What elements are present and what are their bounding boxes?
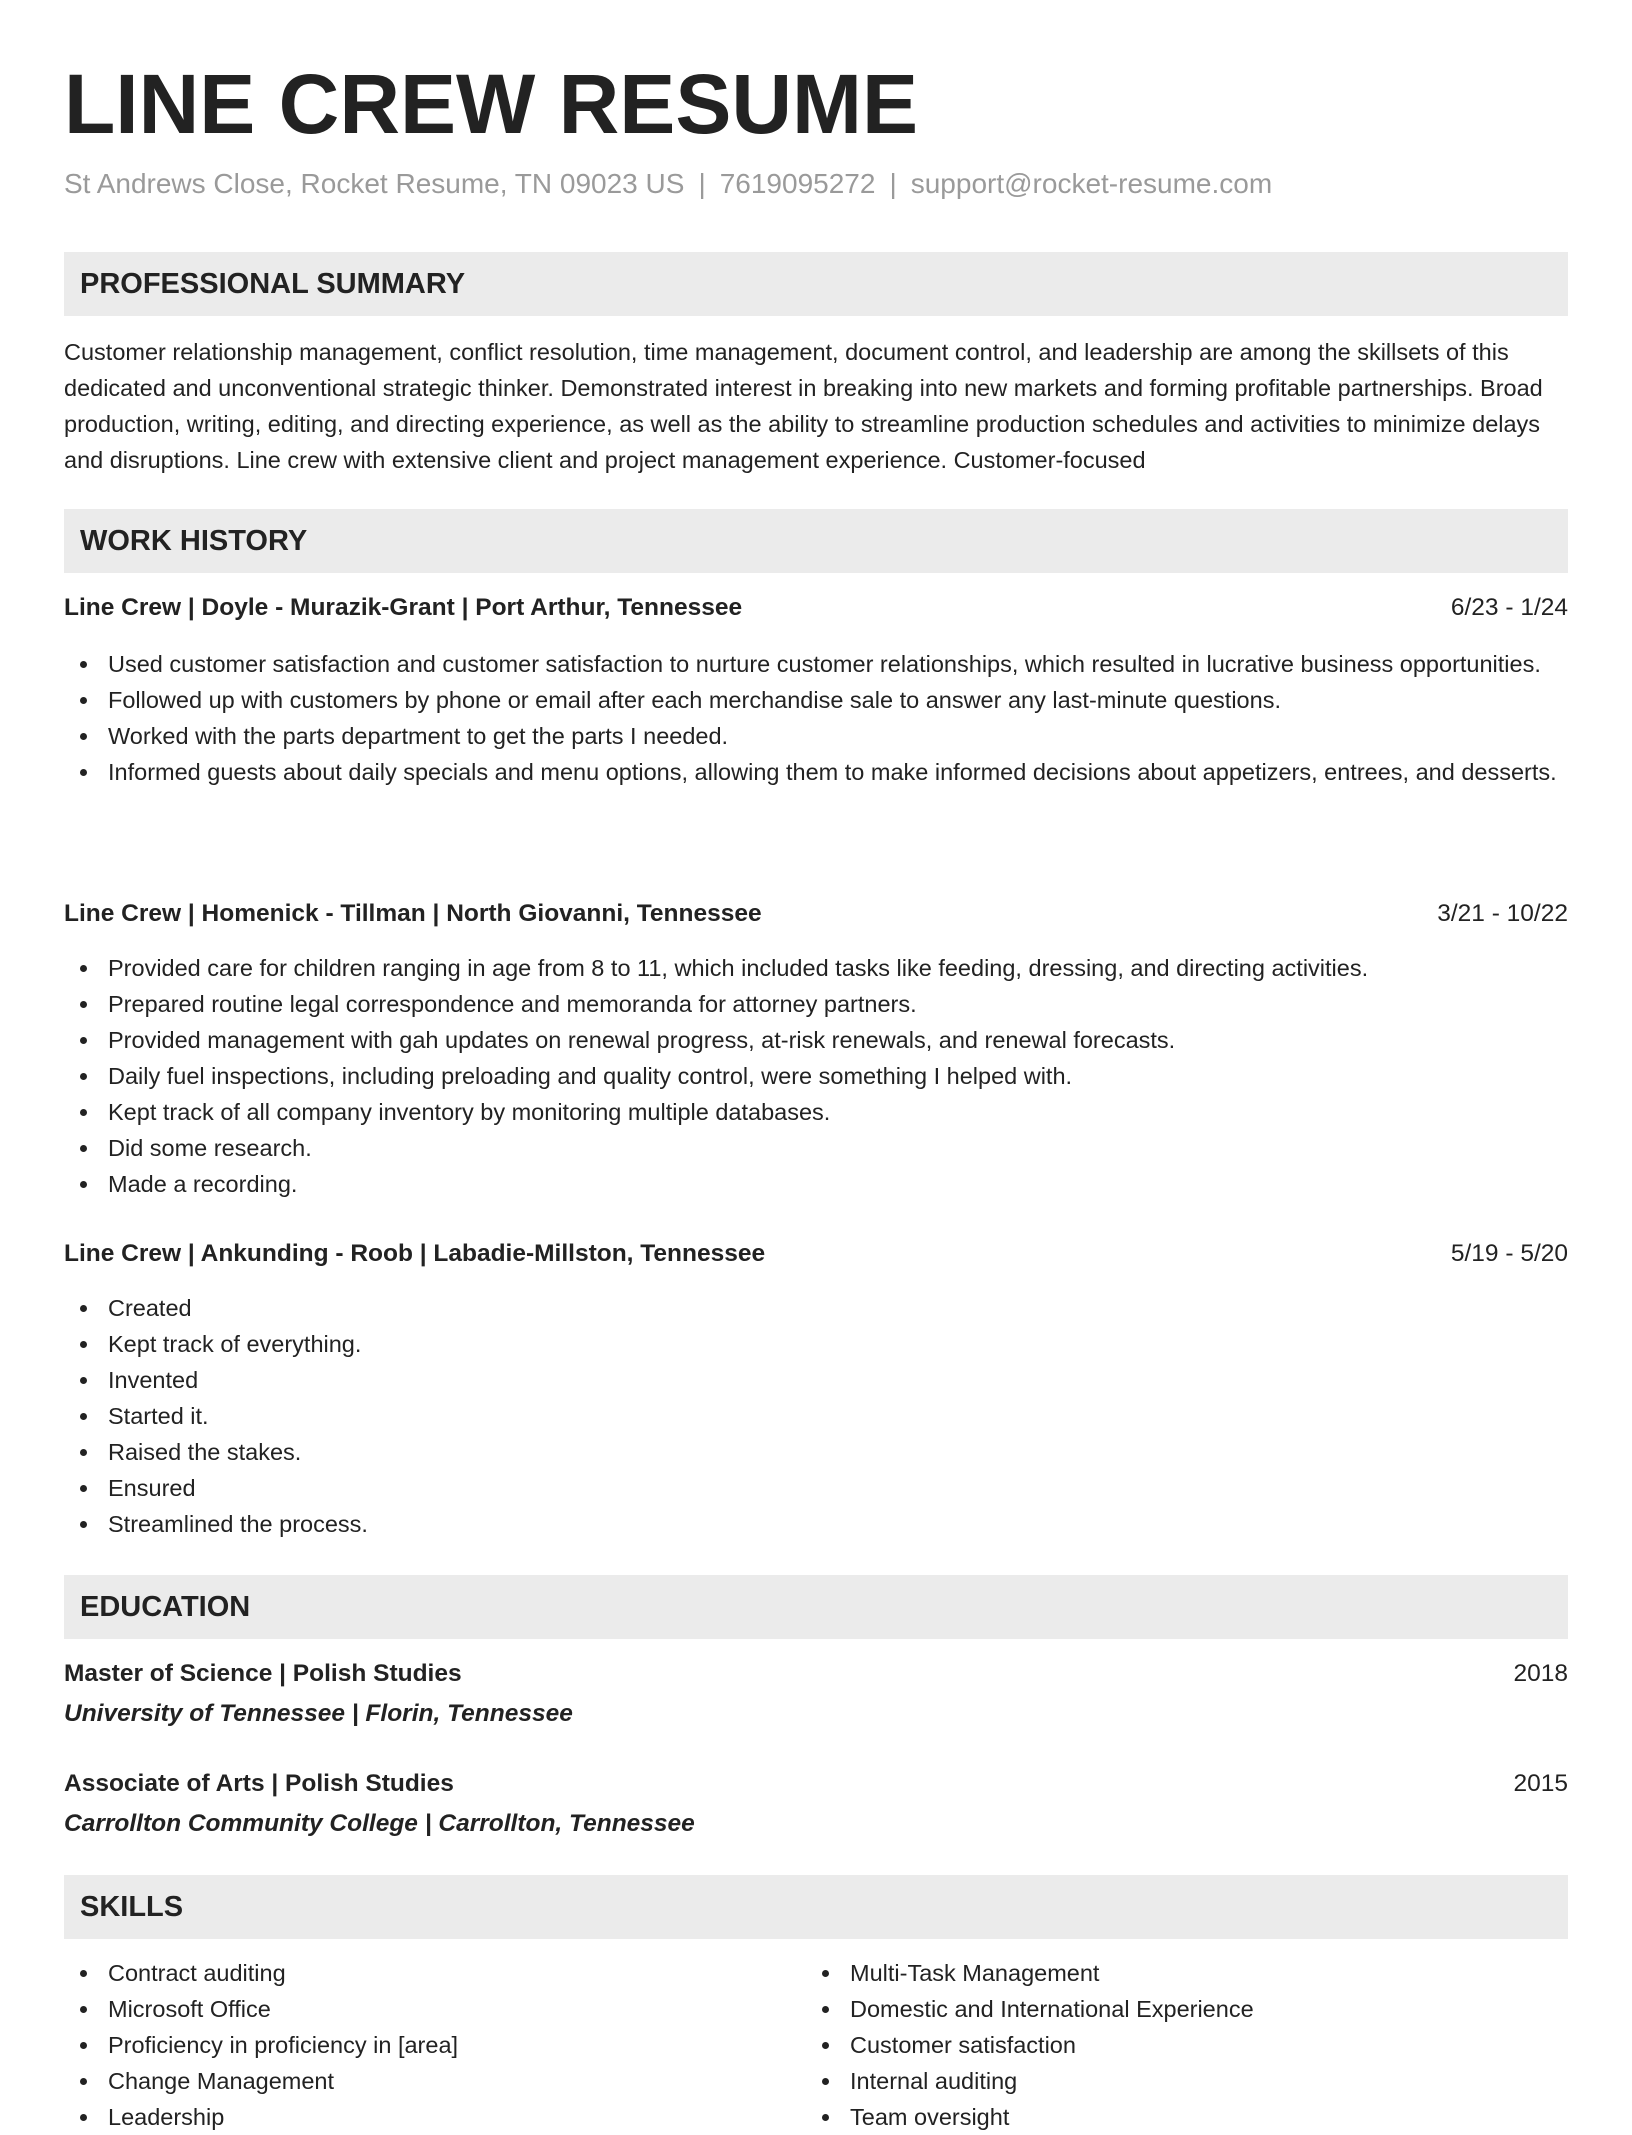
list-item: Started it. <box>64 1398 1568 1434</box>
list-item: Made a recording. <box>64 1166 1568 1202</box>
list-item: Microsoft Office <box>64 1991 764 2027</box>
list-item: Multi-Task Management <box>806 1955 1506 1991</box>
list-item: Invented <box>64 1362 1568 1398</box>
job-bullets <box>64 950 1568 1202</box>
list-item: Kept track of everything. <box>64 1326 1568 1362</box>
contact-separator: | <box>698 168 706 199</box>
education-year: 2018 <box>1513 1660 1568 1687</box>
summary-text: Customer relationship management, conflict resolution, time management, document control, and leadership are among the skillsets of this dedicated and unconventional strategic thinker. Demonstrated interest in breaking into new markets and forming profitable partnerships. Broad production, writing, editing, and directing experience, as well as the ability to streamline production schedules and activities to minimize delays and disruptions. Line crew with extensive client and project management experience. Customer-focused <box>64 339 1543 473</box>
education-section-header <box>64 1575 1568 1639</box>
contact-address: St Andrews Close, Rocket Resume, TN 09023 US <box>64 168 685 199</box>
job-header <box>64 590 1568 626</box>
job-title: Line Crew | Doyle - Murazik-Grant | Port Arthur, Tennessee <box>64 594 743 621</box>
list-item: Provided management with gah updates on renewal progress, at-risk renewals, and renewal forecasts. <box>64 1022 1568 1058</box>
contact-phone: 7619095272 <box>719 168 876 199</box>
job-title: Line Crew | Homenick - Tillman | North Giovanni, Tennessee <box>64 900 762 927</box>
list-item: Internal auditing <box>806 2063 1506 2099</box>
skills-heading: SKILLS <box>80 1891 184 1923</box>
list-item: Change Management <box>64 2063 764 2099</box>
work-section-header <box>64 509 1568 573</box>
list-item: Customer satisfaction <box>806 2027 1506 2063</box>
list-item: Daily fuel inspections, including preloading and quality control, were something I helped with. <box>64 1058 1568 1094</box>
job-header <box>64 1236 1568 1272</box>
list-item: Provided care for children ranging in age from 8 to 11, which included tasks like feeding, dressing, and directing activities. <box>64 950 1568 986</box>
skills-section-header <box>64 1875 1568 1939</box>
skills-list-left <box>64 1955 764 2135</box>
job-header <box>64 896 1568 932</box>
list-item: Worked with the parts department to get the parts I needed. <box>64 718 1568 754</box>
education-degree: Associate of Arts | Polish Studies <box>64 1770 454 1797</box>
education-school: Carrollton Community College | Carrollton, Tennessee <box>64 1810 695 1837</box>
list-item: Kept track of all company inventory by monitoring multiple databases. <box>64 1094 1568 1130</box>
contact-line <box>64 166 1272 202</box>
list-item: Followed up with customers by phone or email after each merchandise sale to answer any last-minute questions. <box>64 682 1568 718</box>
list-item: Ensured <box>64 1470 1568 1506</box>
skills-list-right <box>806 1955 1506 2135</box>
education-heading: EDUCATION <box>80 1591 251 1623</box>
summary-heading: PROFESSIONAL SUMMARY <box>80 268 466 300</box>
list-item: Proficiency in proficiency in [area] <box>64 2027 764 2063</box>
job-bullets <box>64 646 1568 790</box>
education-year: 2015 <box>1513 1770 1568 1797</box>
job-title: Line Crew | Ankunding - Roob | Labadie-Millston, Tennessee <box>64 1240 766 1267</box>
education-header <box>64 1656 1568 1692</box>
list-item: Created <box>64 1290 1568 1326</box>
list-item: Informed guests about daily specials and menu options, allowing them to make informed decisions about appetizers, entrees, and desserts. <box>64 754 1568 790</box>
contact-separator: | <box>889 168 897 199</box>
job-dates: 3/21 - 10/22 <box>1437 900 1568 927</box>
education-header <box>64 1766 1568 1802</box>
summary-section-header <box>64 252 1568 316</box>
list-item: Team oversight <box>806 2099 1506 2135</box>
list-item: Prepared routine legal correspondence and memoranda for attorney partners. <box>64 986 1568 1022</box>
list-item: Did some research. <box>64 1130 1568 1166</box>
work-heading: WORK HISTORY <box>80 525 308 557</box>
job-dates: 5/19 - 5/20 <box>1450 1240 1568 1267</box>
contact-email[interactable]: support@rocket-resume.com <box>910 168 1273 199</box>
list-item: Leadership <box>64 2099 764 2135</box>
list-item: Streamlined the process. <box>64 1506 1568 1542</box>
job-dates: 6/23 - 1/24 <box>1450 594 1568 621</box>
education-degree: Master of Science | Polish Studies <box>64 1660 462 1687</box>
list-item: Domestic and International Experience <box>806 1991 1506 2027</box>
list-item: Contract auditing <box>64 1955 764 1991</box>
list-item: Used customer satisfaction and customer satisfaction to nurture customer relationships, which resulted in lucrative business opportunities. <box>64 646 1568 682</box>
resume-title: LINE CREW RESUME <box>64 57 919 151</box>
list-item: Raised the stakes. <box>64 1434 1568 1470</box>
education-school: University of Tennessee | Florin, Tennessee <box>64 1700 573 1727</box>
job-bullets <box>64 1290 1568 1542</box>
